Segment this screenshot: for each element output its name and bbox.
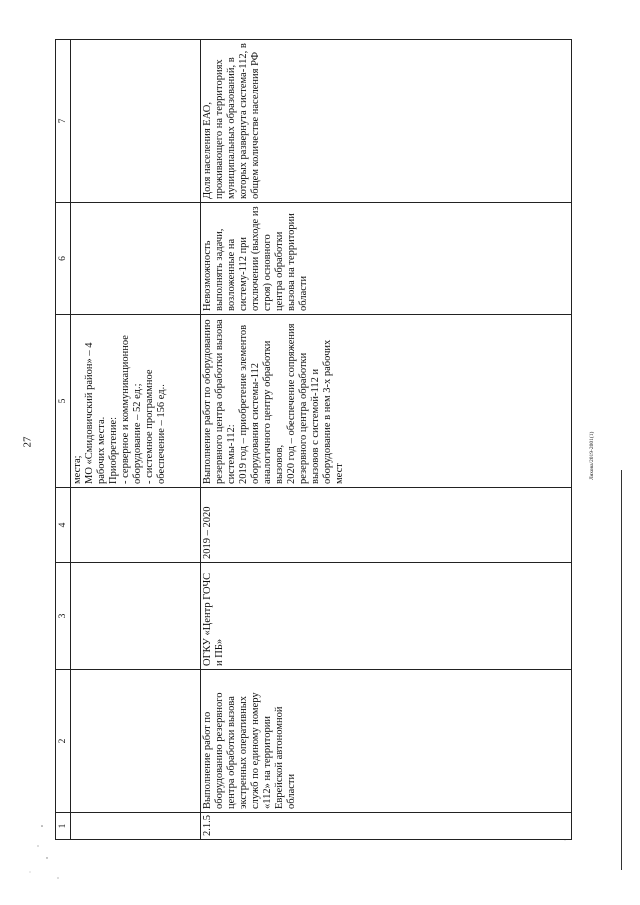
cell-number: 2.1.5 (201, 813, 572, 840)
cell-number (71, 813, 201, 840)
col-header-2: 2 (56, 670, 71, 813)
table-row (201, 40, 572, 840)
cell-indicator (71, 40, 201, 203)
page-number: 27 (21, 436, 34, 448)
col-header-1: 1 (56, 813, 71, 840)
col-header-4: 4 (56, 488, 71, 563)
table-row (71, 40, 201, 840)
cell-period (71, 488, 201, 563)
col-header-3: 3 (56, 563, 71, 670)
cell-consequences (71, 203, 201, 315)
col-header-7: 7 (56, 40, 71, 203)
cell-expected-result: Выполнение работ по оборудованию резервного центра обработки вызова системы-112: 2019 год – приобретение элементов оборудования системы-112 аналогичного центру обработки вызовов, 2020 год – обеспечение сопряжения резервного центра обработки вызовов с системой-112 и оборудование в нем 3-х рабочих мест (201, 315, 572, 488)
cell-period: 2019 – 2020 (201, 488, 572, 563)
rotated-table-container (55, 40, 572, 840)
document-code: Ляхова/2019-2001(1) (589, 431, 595, 480)
cell-expected-result: места; МО «Смидовичский район» – 4 рабочих места. Приобретение: - серверное и коммуникационное оборудование – 52 ед.; - системное программное обеспечение – 156 ед.. (71, 315, 201, 488)
table-header-row (56, 40, 71, 840)
cell-executor: ОГКУ «Центр ГОЧС и ПБ» (201, 563, 572, 670)
program-measures-table (55, 39, 572, 840)
cell-indicator: Доля населения ЕАО, проживающего на территориях муниципальных образований, в которых развернута система-112, в общем количестве населения РФ (201, 40, 572, 203)
cell-measure-name: Выполнение работ по оборудованию резервного центра обработки вызова экстренных оперативных служб по единому номеру «112» на территории Еврейской автономной области (201, 670, 572, 813)
col-header-5: 5 (56, 315, 71, 488)
cell-executor (71, 563, 201, 670)
cell-measure-name (71, 670, 201, 813)
col-header-6: 6 (56, 203, 71, 315)
cell-consequences: Невозможность выполнять задачи, возложенные на систему-112 при отключении (выходе из строя) основного центра обработки вызова на территории области (201, 203, 572, 315)
scan-edge-line (621, 470, 622, 870)
